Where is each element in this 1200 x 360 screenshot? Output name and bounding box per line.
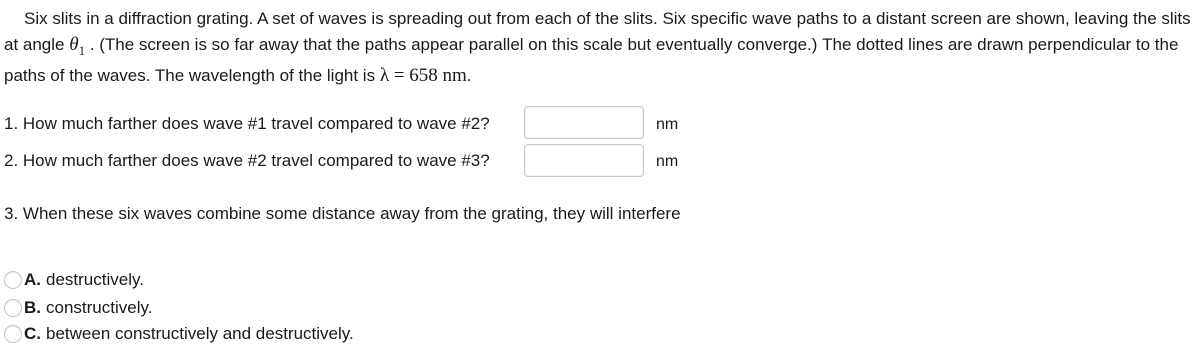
question-3-label: 3. When these six waves combine some distance away from the grating, they will interfere (4, 204, 681, 223)
choice-a-radio[interactable] (4, 271, 22, 289)
choice-c[interactable] (0, 322, 354, 346)
choice-b-radio[interactable] (4, 299, 22, 317)
choice-b[interactable] (0, 296, 152, 320)
question-2-answer-input[interactable] (524, 144, 644, 177)
intro-text: Six slits in a diffraction grating. A set of waves is spreading out from each of the slits. Six specific wave paths to a distant screen are shown, leaving the slits at angle (4, 9, 1191, 54)
choice-a-letter: A. (24, 270, 41, 289)
choice-c-text: between constructively and destructively. (46, 324, 354, 343)
choice-c-radio[interactable] (4, 325, 22, 343)
wavelength-value: λ = 658 nm (379, 64, 467, 86)
choice-a-text: destructively. (46, 270, 144, 289)
question-1-answer-input[interactable] (524, 106, 644, 139)
question-1-label: 1. How much farther does wave #1 travel compared to wave #2? (4, 114, 490, 133)
choice-c-letter: C. (24, 324, 41, 343)
theta-symbol: $\theta_1$ (69, 33, 86, 58)
choice-b-letter: B. (24, 298, 41, 317)
choice-a[interactable] (0, 268, 144, 292)
question-2-unit: nm (656, 153, 679, 170)
question-1-unit: nm (656, 116, 679, 133)
problem-statement: Six slits in a diffraction grating. A set of waves is spreading out from each of the slits. Six specific wave paths to a distant screen are shown, leaving the slits at angle $\theta_1$ . (The screen is so far away that the paths appear parallel on this scale but eventually converge.) The dotted lines are drawn perpendicular to the paths of the waves. The wavelength of the light is λ = 658 nm. (4, 9, 1191, 86)
intro-text-continued: . (The screen is so far away that the paths appear parallel on this scale but eventually converge.) The dotted lines are drawn perpendicular to the paths of the waves. The wavelength of the light is (4, 34, 1179, 85)
choice-b-text: constructively. (46, 298, 153, 317)
question-2-label: 2. How much farther does wave #2 travel compared to wave #3? (4, 151, 490, 170)
